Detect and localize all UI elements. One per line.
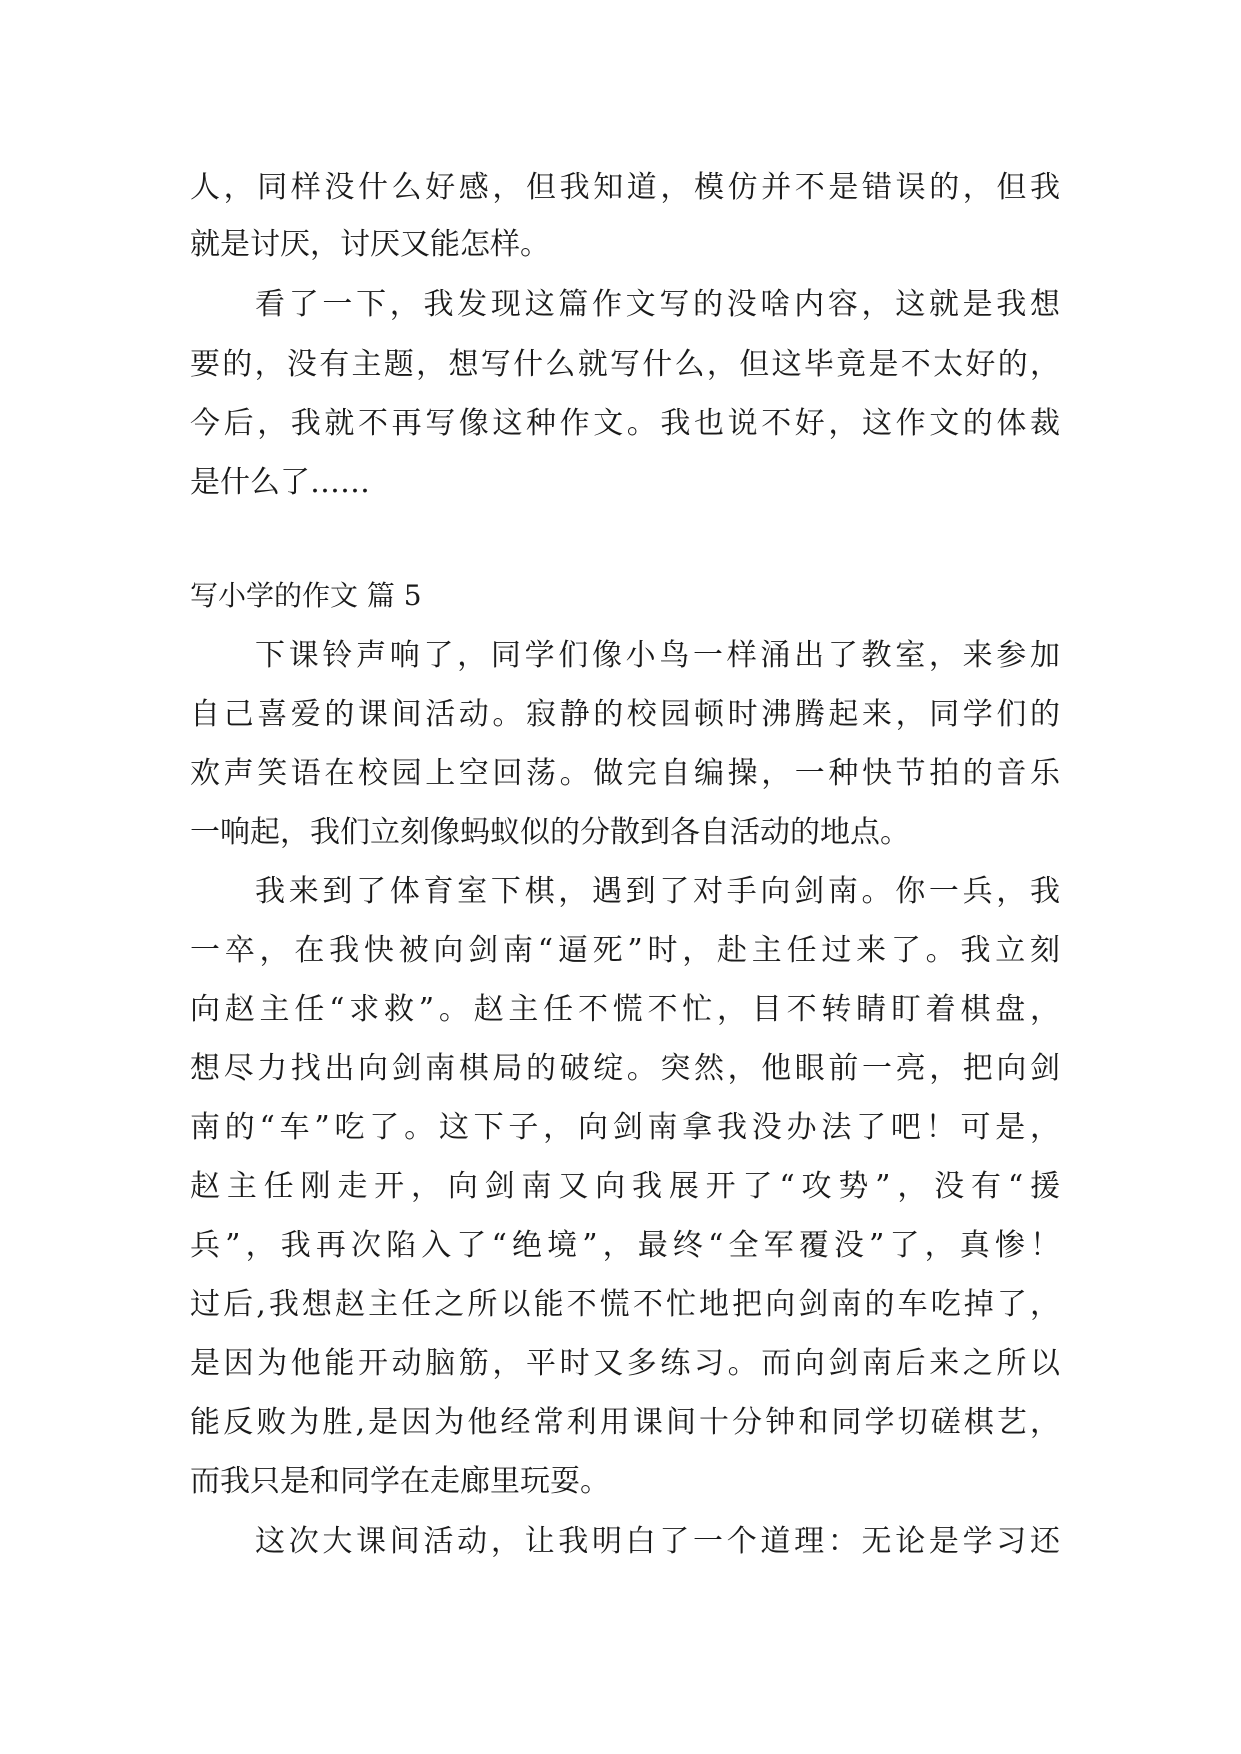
text-line: 人，同样没什么好感，但我知道，模仿并不是错误的，但我 [190, 170, 1060, 205]
text-line: 一卒，在我快被向剑南“逼死”时，赴主任过来了。我立刻 [190, 933, 1060, 968]
text-line: 过后,我想赵主任之所以能不慌不忙地把向剑南的车吃掉了， [190, 1287, 1060, 1322]
text-line: 今后，我就不再写像这种作文。我也说不好，这作文的体裁 [190, 406, 1060, 441]
text-line: 是因为他能开动脑筋，平时又多练习。而向剑南后来之所以 [190, 1346, 1060, 1381]
text-line: 下课铃声响了，同学们像小鸟一样涌出了教室，来参加 [255, 638, 1060, 673]
section-heading: 写小学的作文 篇 5 [190, 579, 422, 612]
text-line: 我来到了体育室下棋，遇到了对手向剑南。你一兵，我 [255, 874, 1060, 909]
text-line: 欢声笑语在校园上空回荡。做完自编操，一种快节拍的音乐 [190, 756, 1060, 791]
text-line: 要的，没有主题，想写什么就写什么，但这毕竟是不太好的， [190, 347, 1060, 382]
text-line: 赵主任刚走开，向剑南又向我展开了“攻势”，没有“援 [190, 1169, 1060, 1204]
text-line: 就是讨厌，讨厌又能怎样。 [190, 227, 550, 262]
text-line: 兵”，我再次陷入了“绝境”，最终“全军覆没”了，真惨！ [190, 1228, 1060, 1263]
text-line: 而我只是和同学在走廊里玩耍。 [190, 1464, 610, 1499]
text-line: 南的“车”吃了。这下子，向剑南拿我没办法了吧！可是， [190, 1110, 1060, 1145]
text-line: 是什么了…… [190, 465, 370, 500]
text-line: 这次大课间活动，让我明白了一个道理：无论是学习还 [255, 1524, 1060, 1559]
text-line: 自己喜爱的课间活动。寂静的校园顿时沸腾起来，同学们的 [190, 697, 1060, 732]
text-line: 一响起，我们立刻像蚂蚁似的分散到各自活动的地点。 [190, 815, 910, 850]
text-line: 看了一下，我发现这篇作文写的没啥内容，这就是我想 [255, 287, 1060, 322]
text-line: 想尽力找出向剑南棋局的破绽。突然，他眼前一亮，把向剑 [190, 1051, 1060, 1086]
text-line: 能反败为胜,是因为他经常利用课间十分钟和同学切磋棋艺， [190, 1405, 1060, 1440]
text-line: 向赵主任“求救”。赵主任不慌不忙，目不转睛盯着棋盘， [190, 992, 1060, 1027]
